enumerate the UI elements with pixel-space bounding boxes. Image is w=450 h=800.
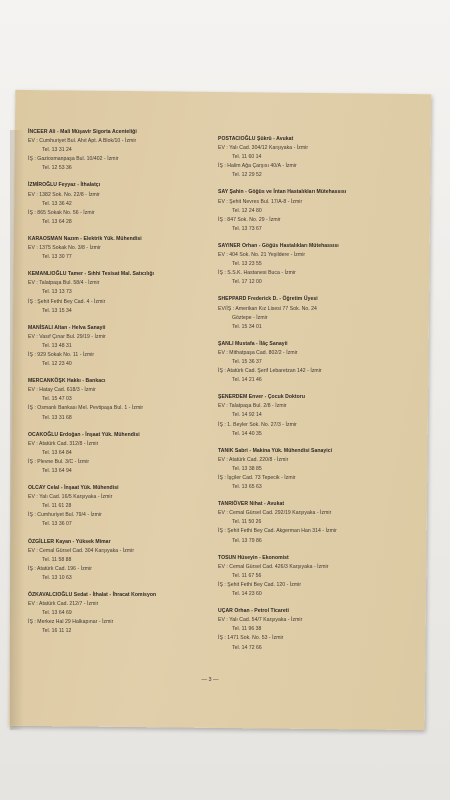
entry-line: İŞ : Atatürk Cad. 196 - İzmir <box>28 565 93 572</box>
entry-line: Tel. 14 92 14 <box>232 412 262 419</box>
left-column <box>28 128 218 645</box>
entry-line: Tel. 13 10 63 <box>42 574 72 581</box>
entry-line: İŞ : 847 Sok. No. 29 - İzmir <box>218 216 281 223</box>
entry-name: TOSUN Hüseyin - Ekonomist <box>218 554 289 561</box>
directory-entry <box>218 135 408 180</box>
entry-line: İŞ : Şehit Fethi Bey Cad. Akgerman Han 314 - İzmir <box>218 528 337 535</box>
entry-line: Tel. 13 73 67 <box>232 225 262 232</box>
directory-entry <box>28 591 218 636</box>
entry-line: İŞ : S.S.K. Hastanesi Buca - İzmir <box>218 270 296 277</box>
entry-line: Tel. 11 50 26 <box>232 519 262 526</box>
entry-line: EV : Yalı Cad. 304/12 Karşıyaka - İzmir <box>218 145 309 152</box>
entry-line: Tel. 11 60 14 <box>232 154 262 161</box>
entry-line: EV : Talatpaşa Bul. 2/8 - İzmir <box>218 403 287 410</box>
entry-line: İŞ : Plevne Bul. 3/C - İzmir <box>28 458 90 465</box>
entry-name: ŞANLI Mustafa - İlâç Sanayii <box>218 340 288 347</box>
entry-line: İŞ : 865 Sokak No. 56 - İzmir <box>28 209 95 216</box>
entry-line: EV : Cemal Gürsel Cad. 292/19 Karşıyaka - İzmir <box>218 510 332 517</box>
entry-line: İŞ : 1. Beyler Sok. No. 27/3 - İzmir <box>218 421 297 428</box>
entry-line: Tel. 13 48 31 <box>42 342 72 349</box>
entry-name: KEMANLIOĞLU Tamer - Sıhhi Tesisat Mal. Satıcılığı <box>28 271 154 278</box>
directory-entry <box>28 181 218 226</box>
directory-entry <box>28 128 218 173</box>
directory-entry <box>28 431 218 476</box>
entry-line: EV : Talatpaşa Bul. 58/4 - İzmir <box>28 280 100 287</box>
entry-line: İŞ : 1471 Sok. No. 53 - İzmir <box>218 635 284 642</box>
entry-line: Tel. 12 23 40 <box>42 361 72 368</box>
directory-entry <box>218 295 408 331</box>
right-column <box>218 135 408 661</box>
entry-line: Tel. 13 38 85 <box>232 465 262 472</box>
entry-line: Tel. 14 72 66 <box>232 644 262 651</box>
directory-entry <box>28 270 218 315</box>
entry-name: ŞENERDEM Enver - Çocuk Doktoru <box>218 394 305 401</box>
page-fold-shadow <box>10 130 24 730</box>
entry-line: Tel. 13 36 42 <box>42 200 72 207</box>
entry-line: Göztepe - İzmir <box>232 314 268 321</box>
entry-line: İŞ : Gaziosmanpaşa Bul. 10/402 - İzmir <box>28 156 119 163</box>
entry-name: TANRIÖVER Nihat - Avukat <box>218 501 285 508</box>
entry-name: ÖZKAVALCIOĞLU Sedat - İthalat - İhracat Komisyon <box>28 592 157 599</box>
entry-line: Tel. 13 23 55 <box>232 261 262 268</box>
entry-name: KARAOSMAN Nazım - Elektrik Yük. Mühendisi <box>28 235 142 242</box>
page-number: — 3 — <box>201 677 219 683</box>
directory-entry <box>28 235 218 262</box>
directory-entry <box>218 554 408 599</box>
directory-entry <box>28 484 218 529</box>
entry-line: Tel. 14 21 46 <box>232 377 262 384</box>
entry-line: Tel. 12 53 36 <box>42 165 72 172</box>
entry-name: SHEPPARD Frederick D. - Öğretim Üyesi <box>218 296 318 303</box>
entry-name: ÖZGİLLER Kayan - Yüksek Mimar <box>28 538 111 545</box>
entry-line: Tel. 13 64 69 <box>42 610 72 617</box>
entry-line: EV : 1375 Sokak No. 3/8 - İzmir <box>28 245 101 252</box>
directory-entry <box>218 188 408 233</box>
entry-line: Tel. 14 23 60 <box>232 591 262 598</box>
entry-line: Tel. 13 30 77 <box>42 254 72 261</box>
entry-name: TANIK Sabri - Makina Yük. Mühendisi Sanayici <box>218 447 333 454</box>
entry-line: Tel. 13 64 84 <box>42 449 72 456</box>
directory-entry <box>218 500 408 545</box>
entry-line: İŞ : Merkez Hal 29 Halkapınar - İzmir <box>28 619 114 626</box>
entry-name: POSTACIOĞLU Şükrü - Avukat <box>218 136 294 142</box>
entry-line: Tel. 15 36 37 <box>232 358 262 365</box>
directory-entry <box>28 377 218 422</box>
entry-line: EV : Yalı Cad. 54/7 Karşıyaka - İzmir <box>218 617 303 624</box>
entry-line: EV : Cemal Gürsel Cad. 304 Karşıyaka - İzmir <box>28 547 135 554</box>
entry-name: İZMİROĞLU Feyyaz - İthalatçı <box>28 182 101 189</box>
entry-line: Tel. 11 96 38 <box>232 626 262 633</box>
entry-name: MERCANKÖŞK Hakkı - Bankacı <box>28 378 106 385</box>
entry-line: Tel. 13 15 34 <box>42 307 72 314</box>
entry-line: İŞ : Şehit Fethi Bey Cad. 4 - İzmir <box>28 298 106 305</box>
entry-name: SAYINER Orhan - Göğüs Hastalıkları Mütehassısı <box>218 242 339 249</box>
directory-entry <box>218 393 408 438</box>
entry-line: EV/İŞ : Amerikan Kız Lisesi 77 Sok. No. 24 <box>218 305 317 312</box>
entry-name: SAY Şahin - Göğüs ve İntan Hastalıkları Mütehassısı <box>218 189 347 196</box>
entry-line: İŞ : Cumhuriyet Bul. 79/4 - İzmir <box>28 512 102 519</box>
entry-line: EV : Atatürk Cad. 212/7 - İzmir <box>28 601 99 608</box>
entry-name: İNCEER Ali - Mali Müşavir Sigorta Acenteliği <box>28 129 137 135</box>
entry-name: MANİSALI Altan - Helva Sanayii <box>28 324 106 331</box>
entry-line: İŞ : Osmanlı Bankası Mel. Pevtipaşa Bul. 1 - İzmir <box>28 405 144 412</box>
directory-entry <box>218 242 408 287</box>
entry-line: EV : Atatürk Cad. 312/8 - İzmir <box>28 440 99 447</box>
directory-entry <box>218 607 408 652</box>
entry-line: Tel. 13 64 94 <box>42 468 72 474</box>
entry-name: UÇAR Orhan - Petrol Ticareti <box>218 608 289 615</box>
entry-line: EV : Atatürk Cad. 220/8 - İzmir <box>218 456 289 463</box>
entry-line: Tel. 13 13 73 <box>42 289 72 296</box>
entry-line: Tel. 12 29 52 <box>232 172 262 179</box>
entry-line: Tel. 13 79 86 <box>232 537 262 544</box>
entry-line: EV : Şehit Nevres Bul. 17/A-8 - İzmir <box>218 198 303 205</box>
entry-name: OLCAY Celal - İnşaat Yük. Mühendisi <box>28 485 119 492</box>
entry-line: İŞ : Atatürk Cad. Şerif Lebaretzan 142 - İzmir <box>218 368 322 375</box>
entry-line: Tel. 15 47 03 <box>42 396 72 403</box>
entry-line: Tel. 12 24 80 <box>232 207 262 214</box>
entry-line: EV : 1382 Sok. No. 22/8 - İzmir <box>28 191 100 198</box>
entry-line: EV : Mithatpaşa Cad. 802/2 - İzmir <box>218 349 298 356</box>
entry-line: EV : 404 Sok. No. 21 Yeşildere - İzmir <box>218 252 306 259</box>
entry-line: EV : Hatay Cad. 618/3 - İzmir <box>28 387 96 394</box>
entry-line: EV : Cemal Gürsel Cad. 426/3 Karşıyaka - İzmir <box>218 563 329 570</box>
directory-entry <box>28 538 218 583</box>
entry-line: Tel. 13 65 63 <box>232 484 262 491</box>
entry-line: Tel. 16 11 12 <box>42 628 72 635</box>
entry-line: EV : Cumhuriyet Bul. Ahıt Apt. A Blok/10 - İzmir <box>28 138 137 145</box>
directory-entry <box>218 340 408 385</box>
entry-line: İŞ : İşçiler Cad. 73 Tepecik - İzmir <box>218 475 296 481</box>
entry-name: OCAKOĞLU Erdoğan - İnşaat Yük. Mühendisi <box>28 431 140 438</box>
entry-line: EV : Yalı Cad. 16/5 Karşıyaka - İzmir <box>28 494 113 501</box>
entry-line: Tel. 13 64 28 <box>42 218 72 225</box>
entry-line: Tel. 11 58 88 <box>42 556 72 563</box>
entry-line: Tel. 14 40 35 <box>232 430 262 437</box>
entry-line: İŞ : Şehit Fethi Bey Cad. 120 - İzmir <box>218 581 302 588</box>
entry-line: İŞ : Halim Ağa Çarşısı 40/A - İzmir <box>218 163 297 170</box>
directory-entry <box>218 447 408 492</box>
entry-line: Tel. 15 34 01 <box>232 323 262 330</box>
entry-line: EV : Vasıf Çınar Bul. 29/19 - İzmir <box>28 333 106 340</box>
entry-line: Tel. 11 61 28 <box>42 503 72 510</box>
entry-line: Tel. 11 67 56 <box>232 572 262 579</box>
entry-line: Tel. 13 31 24 <box>42 147 72 154</box>
entry-line: İŞ : 929 Sokak No. 11 - İzmir <box>28 351 95 358</box>
entry-line: Tel. 17 12 00 <box>232 279 262 286</box>
entry-line: Tel. 13 36 07 <box>42 521 72 528</box>
entry-line: Tel. 13 31 68 <box>42 414 72 421</box>
directory-entry <box>28 324 218 369</box>
